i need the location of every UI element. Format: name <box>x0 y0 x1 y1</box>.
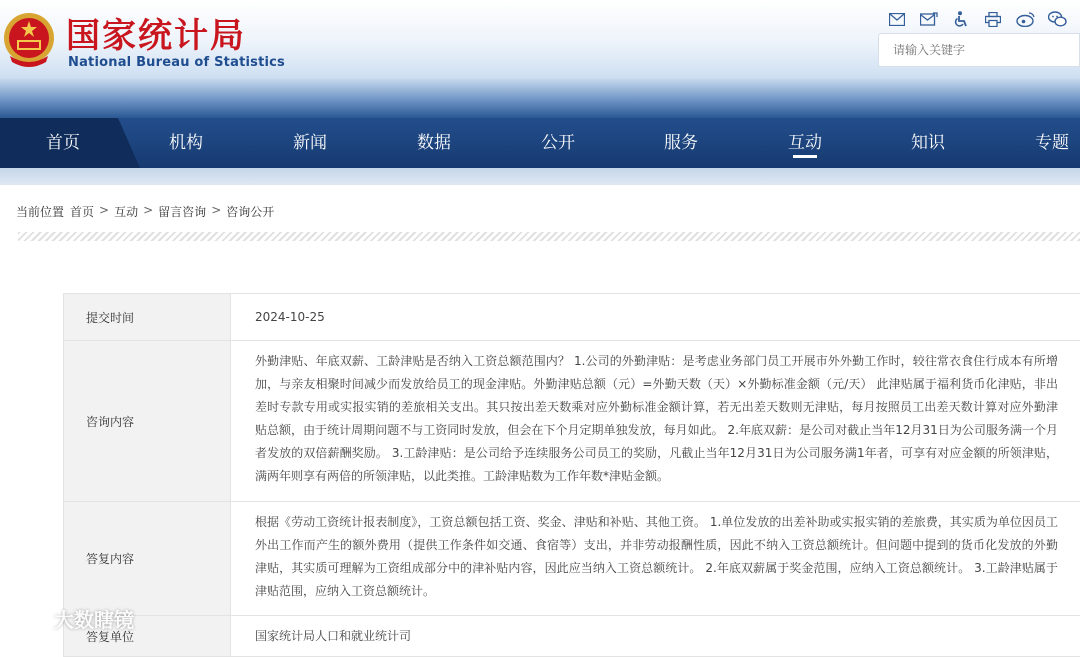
breadcrumb-consultation[interactable]: 留言咨询 <box>158 205 207 219</box>
main-nav <box>0 118 1080 168</box>
nav-item-public[interactable]: 公开 <box>541 133 575 153</box>
site-header <box>0 0 1080 185</box>
mail-icon[interactable] <box>886 9 908 29</box>
breadcrumb-separator: > <box>143 203 154 217</box>
watermark <box>8 604 134 633</box>
site-title-cn[interactable]: 国家统计局 <box>66 16 246 56</box>
header-toolbar <box>886 9 1068 29</box>
nav-item-knowledge[interactable]: 知识 <box>911 133 945 153</box>
table-row <box>63 294 1080 341</box>
search-input[interactable] <box>878 33 1080 67</box>
nav-item-news[interactable]: 新闻 <box>293 133 327 153</box>
nav-item-interaction[interactable]: 互动 <box>760 118 850 168</box>
consultation-detail-table <box>63 293 1080 657</box>
weibo-icon[interactable] <box>1014 9 1036 29</box>
question-label: 咨询内容 <box>63 341 231 501</box>
breadcrumb-interaction[interactable]: 互动 <box>114 205 139 219</box>
print-icon[interactable] <box>982 9 1004 29</box>
table-row <box>63 341 1080 502</box>
question-content: 外勤津贴、年底双薪、工龄津贴是否纳入工资总额范围内？ 1.公司的外勤津贴：是考虑业务部门员工开展市外外勤工作时，较往常衣食住行成本有所增加，与亲友相聚时间减少而发放给员工的现金津贴。外勤津贴总额（元）=外勤天数（天）×外勤标准金额（元/天） 此津贴属于福利货币化津贴，非出差时专款专用或实报实销的差旅相关支出。其只按出差天数乘对应外勤标准金额计算，若无出差天数则无津贴，每月按照员工出差天数计算对应外勤津贴总额，由于统计周期问题不与工资同时发放，但会在下个月定期单独发放，每月如此。 2.年底双薪：是公司对截止当年12月31日为公司服务满一个月者发放的双倍薪酬奖励。 3.工龄津贴：是公司给予连续服务公司员工的奖励，凡截止当年12月31日为公司服务满1年者，可享有对应金额的所领津贴，满两年则享有两倍的所领津贴，以此类推。工龄津贴数为工作年数*津贴金额。 <box>255 354 1058 483</box>
nav-shadow-band <box>0 168 1080 185</box>
table-row <box>63 616 1080 657</box>
watermark-glasses-icon <box>8 606 48 632</box>
breadcrumb-prefix: 当前位置 <box>16 205 65 219</box>
breadcrumb-home[interactable]: 首页 <box>70 205 95 219</box>
accessibility-icon[interactable] <box>950 9 972 29</box>
answer-label: 答复内容 <box>63 502 231 615</box>
answer-content: 根据《劳动工资统计报表制度》，工资总额包括工资、奖金、津贴和补贴、其他工资。 1.单位发放的出差补助或实报实销的差旅费，其实质为单位因员工外出工作而产生的额外费用（提供工作条件如交通、食宿等）支出，并非劳动报酬性质，因此不纳入工资总额统计。但问题中提到的货币化发放的外勤津贴，其实质可理解为工资组成部分中的津补贴内容，因此应当纳入工资总额统计。 2.年底双薪属于奖金范围，应纳入工资总额统计。 3.工龄津贴属于津贴范围，应纳入工资总额统计。 <box>255 515 1058 598</box>
breadcrumb <box>16 203 274 220</box>
watermark-text: 大数瞎镜 <box>54 608 134 632</box>
divider-hatch <box>18 232 1080 241</box>
nav-item-topics[interactable]: 专题 <box>1035 133 1069 153</box>
wechat-icon[interactable] <box>1046 9 1068 29</box>
submit-time-label: 提交时间 <box>63 294 231 340</box>
nav-item-data[interactable]: 数据 <box>417 133 451 153</box>
reply-unit-value: 国家统计局人口和就业统计司 <box>255 629 412 643</box>
reply-unit-label: 答复单位 <box>63 616 231 656</box>
breadcrumb-public-consultation[interactable]: 咨询公开 <box>226 205 275 219</box>
national-emblem-icon <box>2 10 56 70</box>
nav-item-home[interactable]: 首页 <box>46 133 80 153</box>
submit-time-value: 2024-10-25 <box>255 309 325 324</box>
nav-item-service[interactable]: 服务 <box>664 133 698 153</box>
breadcrumb-separator: > <box>99 203 110 217</box>
nav-item-organization[interactable]: 机构 <box>169 133 203 153</box>
table-row <box>63 502 1080 616</box>
breadcrumb-separator: > <box>211 203 222 217</box>
site-title-en[interactable]: National Bureau of Statistics <box>68 55 285 70</box>
mailbox-icon[interactable] <box>918 9 940 29</box>
